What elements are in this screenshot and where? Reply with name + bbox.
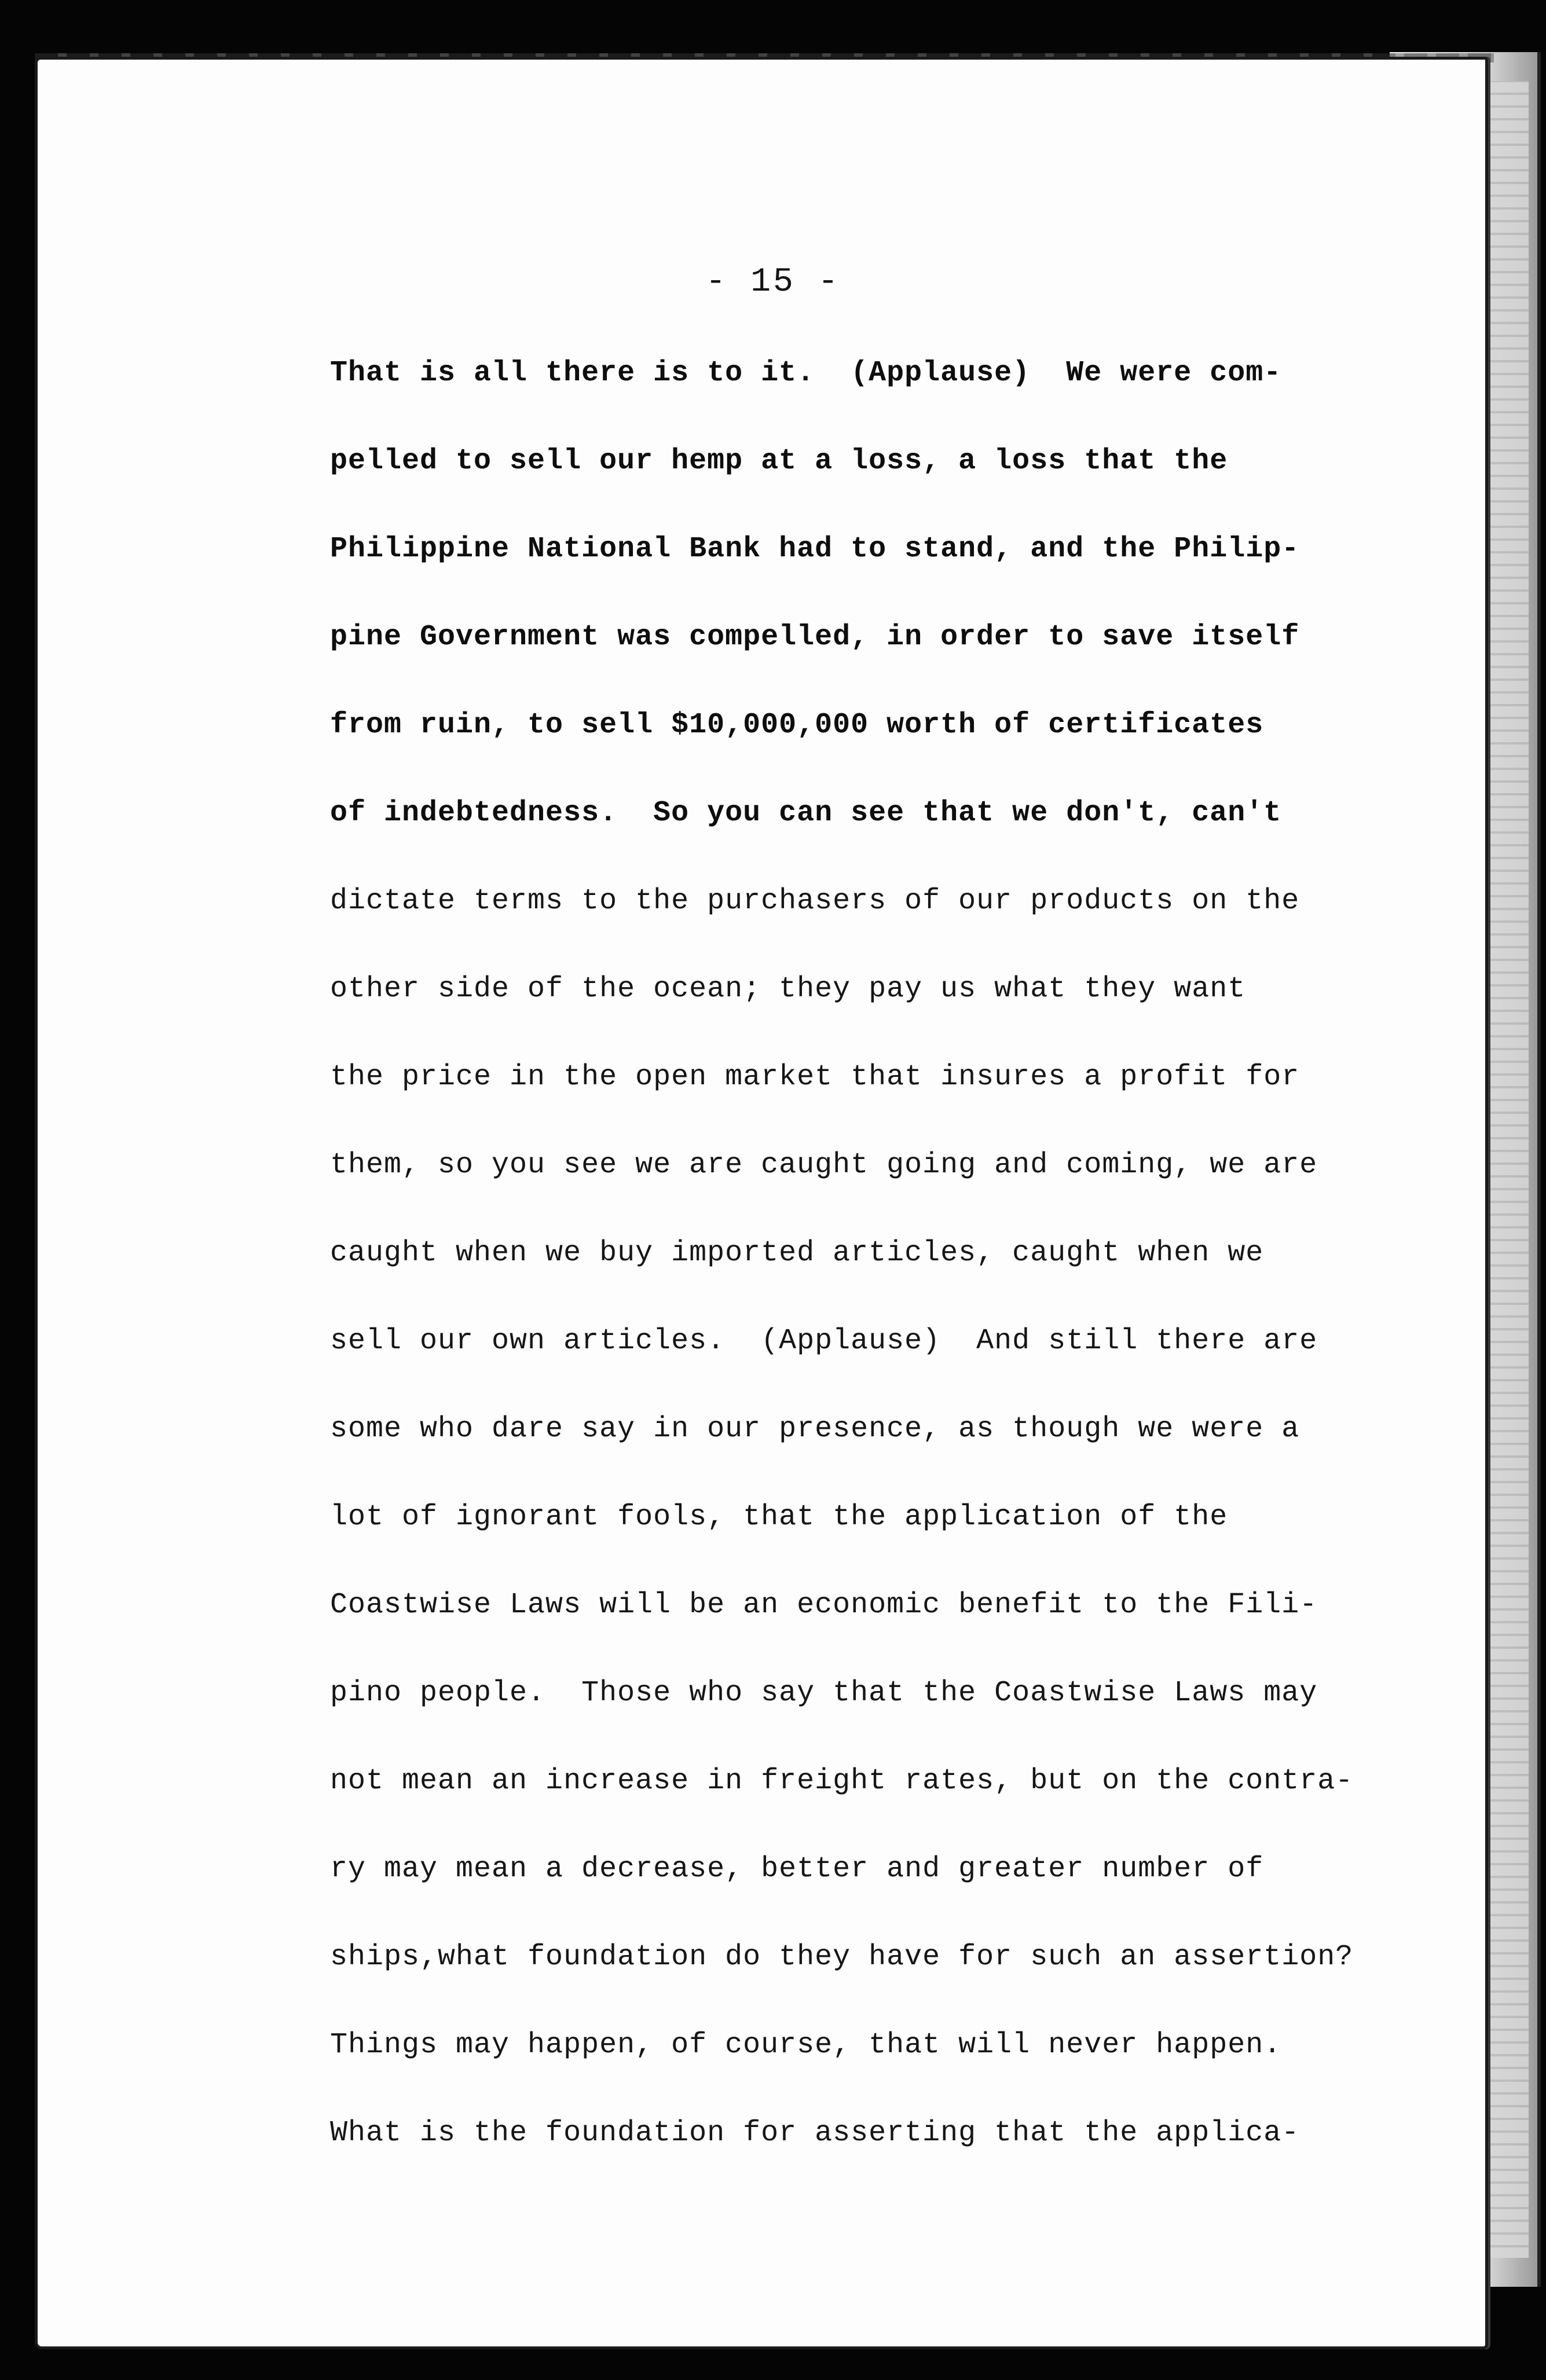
text-line: Philippine National Bank had to stand, and the Philip-	[330, 533, 1300, 566]
text-line: pine Government was compelled, in order to save itself	[330, 621, 1300, 654]
text-line: them, so you see we are caught going and coming, we are	[330, 1149, 1318, 1182]
body-text	[330, 347, 1430, 2195]
text-line: ships,what foundation do they have for such an assertion?	[330, 1941, 1354, 1974]
text-line: of indebtedness. So you can see that we don't, can't	[330, 797, 1282, 830]
text-line: sell our own articles. (Applause) And still there are	[330, 1325, 1318, 1358]
text-line: from ruin, to sell $10,000,000 worth of certificates	[330, 709, 1264, 742]
text-line: dictate terms to the purchasers of our products on the	[330, 885, 1300, 918]
text-line: pelled to sell our hemp at a loss, a loss that the	[330, 445, 1228, 478]
page-number: - 15 -	[705, 263, 841, 301]
text-line: lot of ignorant fools, that the application of the	[330, 1501, 1228, 1534]
text-line: That is all there is to it. (Applause) We were com-	[330, 357, 1282, 390]
text-line: Things may happen, of course, that will never happen.	[330, 2029, 1282, 2062]
text-line: ry may mean a decrease, better and greater number of	[330, 1853, 1264, 1886]
text-line: some who dare say in our presence, as though we were a	[330, 1413, 1300, 1446]
text-line: caught when we buy imported articles, caught when we	[330, 1237, 1264, 1270]
text-line: pino people. Those who say that the Coastwise Laws may	[330, 1677, 1318, 1710]
text-line: What is the foundation for asserting that the applica-	[330, 2117, 1300, 2150]
text-line: other side of the ocean; they pay us what they want	[330, 973, 1246, 1006]
text-line: the price in the open market that insures a profit for	[330, 1061, 1300, 1094]
text-line: not mean an increase in freight rates, but on the contra-	[330, 1765, 1354, 1798]
text-line: Coastwise Laws will be an economic benefit to the Fili-	[330, 1589, 1318, 1622]
